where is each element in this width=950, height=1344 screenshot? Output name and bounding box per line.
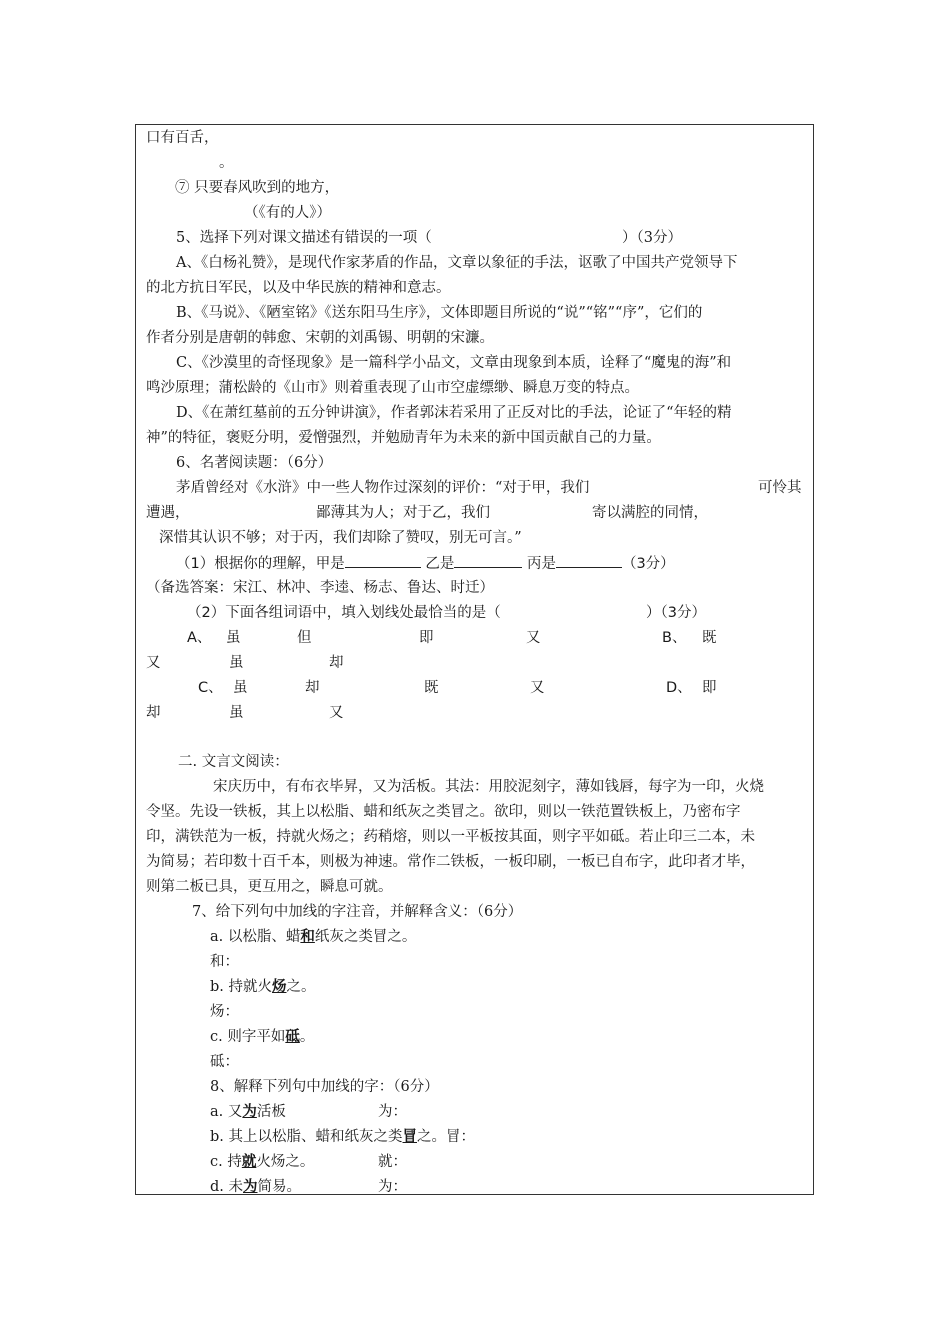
q6-option-d-label: D、 <box>666 680 692 696</box>
q8-answer-c: 就： <box>378 1154 407 1170</box>
q5-option-d-line2: 神”的特征，褒贬分明，爱憎强烈，并勉励青年为未来的新中国贡献自己的力量。 <box>146 430 661 446</box>
q6-option-a-word2: 但 <box>297 630 312 646</box>
underlined-char: 和 <box>300 928 315 945</box>
q5-option-a-line2: 的北方抗日军民，以及中华民族的精神和意志。 <box>146 280 451 296</box>
q6-option-c-word2: 却 <box>305 680 320 696</box>
underlined-char: 为 <box>243 1178 258 1195</box>
q6-option-c-word3: 既 <box>424 680 439 696</box>
q6-passage-line2-mid: 鄙薄其为人；对于乙，我们 <box>316 505 490 521</box>
q5-option-d-line1: D、《在萧红墓前的五分钟讲演》，作者郭沫若采用了正反对比的手法，论证了“年轻的精 <box>176 405 732 421</box>
q8-answer-a: 为： <box>378 1104 407 1120</box>
underlined-char: 为 <box>242 1103 257 1120</box>
q6-option-d-word1: 即 <box>702 680 717 696</box>
q8-item-d: d. 未为简易。 <box>210 1178 302 1195</box>
answer-blank-bing[interactable] <box>556 553 622 568</box>
q5-option-a-line1: A、《白杨礼赞》，是现代作家茅盾的作品，文章以象征的手法，讴歌了中国共产党领导下 <box>176 255 738 271</box>
q8-item-a: a. 又为活板 <box>210 1103 286 1120</box>
q6-passage-line1-end: 可怜其 <box>758 480 802 496</box>
q5-option-b-line1: B、《马说》、《陋室铭》《送东阳马生序》，文体即题目所说的“说”“铭”“序”，它们的 <box>176 305 703 321</box>
q7-item-c: c. 则字平如砥。 <box>210 1028 315 1045</box>
classical-passage-line3: 印，满铁范为一板，持就火炀之；药稍熔，则以一平板按其面，则字平如砥。若止印三二本，未 <box>146 829 755 845</box>
q6-option-a-word4: 又 <box>526 630 541 646</box>
q5-option-b-line2: 作者分别是唐朝的韩愈、宋朝的刘禹锡、明朝的宋濂。 <box>146 330 494 346</box>
q7-answer-a: 和： <box>210 954 239 970</box>
q6-title: 6、名著阅读题：（6分） <box>176 455 333 471</box>
section-heading: 二. 文言文阅读： <box>178 754 289 770</box>
q6-option-b-word3: 虽 <box>229 655 244 671</box>
q6-sub2-score: ）（3分） <box>646 605 706 621</box>
q6-option-b-label: B、 <box>662 630 687 646</box>
underlined-char: 冒 <box>402 1128 417 1145</box>
classical-passage-line1: 宋庆历中，有布衣毕昇，又为活板。其法：用胶泥刻字，薄如钱唇，每字为一印，火烧 <box>213 779 764 795</box>
q7-title: 7、给下列句中加线的字注音，并解释含义：（6分） <box>192 904 523 920</box>
q6-passage-line3: 深惜其认识不够；对于丙，我们却除了赞叹，别无可言。” <box>159 530 522 546</box>
q6-passage-line2-start: 遭遇， <box>146 505 190 521</box>
q8-title: 8、解释下列句中加线的字：（6分） <box>210 1079 439 1095</box>
q6-option-b-word4: 却 <box>329 655 344 671</box>
q8-item-b: b. 其上以松脂、蜡和纸灰之类冒之。冒： <box>210 1128 475 1145</box>
q5-score: ）（3分） <box>622 230 682 246</box>
q6-option-d-word3: 虽 <box>229 705 244 721</box>
q6-option-a-word1: 虽 <box>226 630 241 646</box>
q5-stem: 5、选择下列对课文描述有错误的一项（ <box>176 230 432 246</box>
q8-answer-d: 为： <box>378 1179 407 1195</box>
q7-item-b: b. 持就火炀之。 <box>210 978 316 995</box>
q7-answer-b: 炀： <box>210 1004 239 1020</box>
poem-line-3: ⑦ 只要春风吹到的地方， <box>175 180 340 196</box>
underlined-char: 就 <box>241 1153 257 1170</box>
answer-blank-jia[interactable] <box>345 553 421 568</box>
q6-option-d-word2: 却 <box>146 705 161 721</box>
underlined-char: 砥 <box>285 1028 300 1045</box>
classical-passage-line4: 为简易；若印数十百千本，则极为神速。常作二铁板，一板印刷，一板已自布字，此印者才毕， <box>146 854 755 870</box>
q6-sub1: （1）根据你的理解，甲是 乙是 丙是 （3分） <box>176 553 675 574</box>
q7-answer-c: 砥： <box>210 1054 239 1070</box>
underlined-char: 炀 <box>272 978 287 995</box>
poem-line-1: 口有百舌， <box>146 130 219 146</box>
q6-option-c-label: C、 <box>198 680 223 696</box>
q6-passage-line1: 茅盾曾经对《水浒》中一些人物作过深刻的评价：“对于甲，我们 <box>176 480 590 496</box>
q6-option-d-word4: 又 <box>329 705 344 721</box>
classical-passage-line5: 则第二板已具，更互用之，瞬息可就。 <box>146 879 393 895</box>
q6-sub2-stem: （2）下面各组词语中，填入划线处最恰当的是（ <box>187 605 501 621</box>
poem-source: （《有的人》） <box>244 205 331 221</box>
classical-passage-line2: 令坚。先设一铁板，其上以松脂、蜡和纸灰之类冒之。欲印，则以一铁范置铁板上，乃密布字 <box>146 804 741 820</box>
answer-blank-yi[interactable] <box>454 553 522 568</box>
q5-option-c-line1: C、《沙漠里的奇怪现象》是一篇科学小品文，文章由现象到本质，诠释了“魔鬼的海”和 <box>176 355 732 371</box>
q6-option-a-label: A、 <box>187 630 212 646</box>
q6-option-c-word4: 又 <box>530 680 545 696</box>
q6-passage-line2-end: 寄以满腔的同情， <box>592 505 708 521</box>
q8-item-c: c. 持就火炀之。 <box>210 1153 315 1170</box>
q6-option-b-word2: 又 <box>146 655 161 671</box>
q7-item-a: a. 以松脂、蜡和纸灰之类冒之。 <box>210 928 417 945</box>
q5-option-c-line2: 鸣沙原理；蒲松龄的《山市》则着重表现了山市空虚缥缈、瞬息万变的特点。 <box>146 380 639 396</box>
q6-option-a-word3: 即 <box>419 630 434 646</box>
q6-hint: （备选答案：宋江、林冲、李逵、杨志、鲁达、时迁） <box>146 580 494 596</box>
poem-line-2: 。 <box>219 155 234 171</box>
q6-option-b-word1: 既 <box>702 630 717 646</box>
q6-option-c-word1: 虽 <box>233 680 248 696</box>
